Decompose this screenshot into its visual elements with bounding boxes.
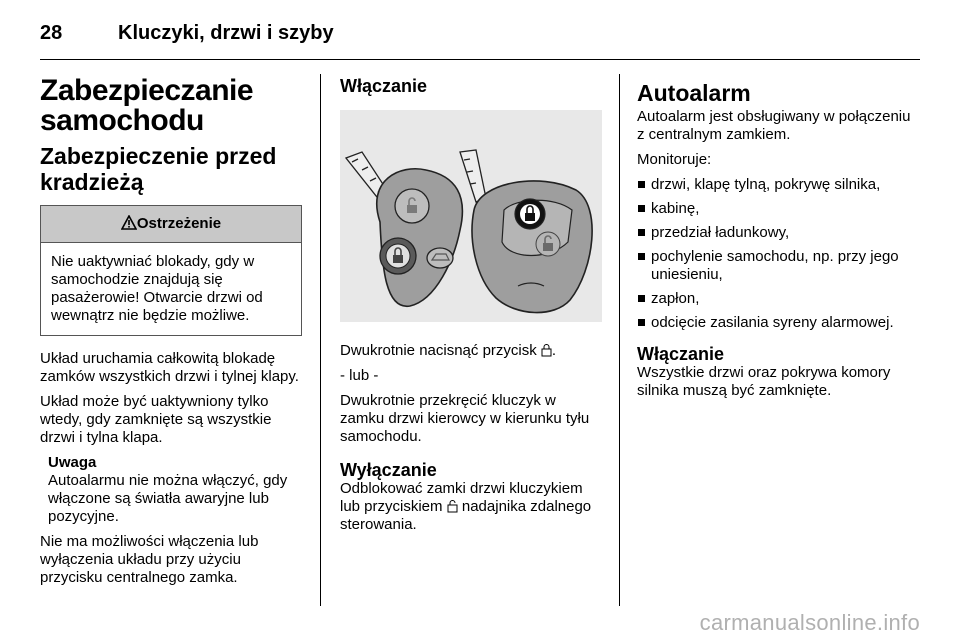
chapter-title: Kluczyki, drzwi i szyby [118, 22, 334, 44]
instruction-press [340, 342, 604, 360]
left-column [40, 76, 302, 594]
list-item: pochylenie samochodu, np. przy jego uniesieniu, [637, 248, 915, 284]
list-item: drzwi, klapę tylną, pokrywę silnika, [637, 176, 915, 194]
left-fob-trunk-button [427, 248, 453, 268]
paragraph-3: Nie ma możliwości włączenia lub wyłączenia układu przy użyciu przycisku centralnego zamka. [40, 533, 259, 586]
note-block [48, 454, 302, 526]
heading-deactivation: Wyłączanie [340, 460, 437, 480]
monitored-list [637, 176, 915, 332]
autoalarm-activation-text: Wszystkie drzwi oraz pokrywa komory silnika muszą być zamknięte. [637, 364, 891, 399]
lock-icon [541, 343, 552, 357]
key-fob-illustration [340, 110, 602, 322]
heading-activation: Włączanie [340, 76, 428, 96]
paragraph-2: Układ może być uaktywniony tylko wtedy, gdy zamknięte są wszystkie drzwi i tylna klapa. [40, 393, 272, 446]
instruction-press-text: Dwukrotnie nacisnąć przycisk [340, 342, 537, 359]
list-item: odcięcie zasilania syreny alarmowej. [637, 314, 915, 332]
warning-header [41, 206, 301, 243]
unlock-icon [447, 499, 458, 513]
instruction-press-end: . [551, 342, 557, 359]
instruction-unlock [340, 480, 604, 534]
note-text: Autoalarmu nie można włączyć, gdy włączone są światła awaryjne lub pozycyjne. [48, 472, 288, 525]
page-number: 28 [40, 22, 63, 44]
warning-box [40, 205, 302, 336]
instruction-unlock-text: Odblokować zamki drzwi kluczykiem lub przyciskiem [340, 480, 583, 515]
note-title: Uwaga [48, 454, 97, 471]
watermark: carmanualsonline.info [699, 610, 920, 635]
instruction-turn: Dwukrotnie przekręcić kluczyk w zamku drzwi kierowcy w kierunku tyłu samochodu. [340, 392, 590, 445]
column-divider-1 [320, 74, 321, 606]
column-divider-2 [619, 74, 620, 606]
section-subtitle: Zabezpieczenie przed kradzieżą [40, 143, 277, 195]
list-item: przedział ładunkowy, [637, 224, 915, 242]
warning-label: Ostrzeżenie [136, 215, 222, 232]
header-rule [40, 59, 920, 60]
monitors-label: Monitoruje: [637, 151, 712, 168]
warning-triangle-icon [121, 215, 137, 230]
warning-text: Nie uaktywniać blokady, gdy w samochodzie znajdują się pasażerowie! Otwarcie drzwi od wewnątrz nie będzie możliwe. [51, 253, 263, 324]
or-separator: - lub - [340, 367, 379, 384]
instruction-unlock-end: nadajnika zdalnego sterowania. [340, 498, 592, 533]
autoalarm-heading-activation: Włączanie [637, 344, 725, 364]
right-column [637, 80, 915, 407]
section-title: Zabezpieczanie samochodu [40, 74, 254, 137]
paragraph-1: Układ uruchamia całkowitą blokadę zamków wszystkich drzwi i tylnej klapy. [40, 350, 299, 385]
list-item: kabinę, [637, 200, 915, 218]
middle-column [340, 76, 604, 541]
autoalarm-intro: Autoalarm jest obsługiwany w połączeniu z centralnym zamkiem. [637, 108, 911, 143]
autoalarm-title: Autoalarm [637, 80, 751, 106]
list-item: zapłon, [637, 290, 915, 308]
